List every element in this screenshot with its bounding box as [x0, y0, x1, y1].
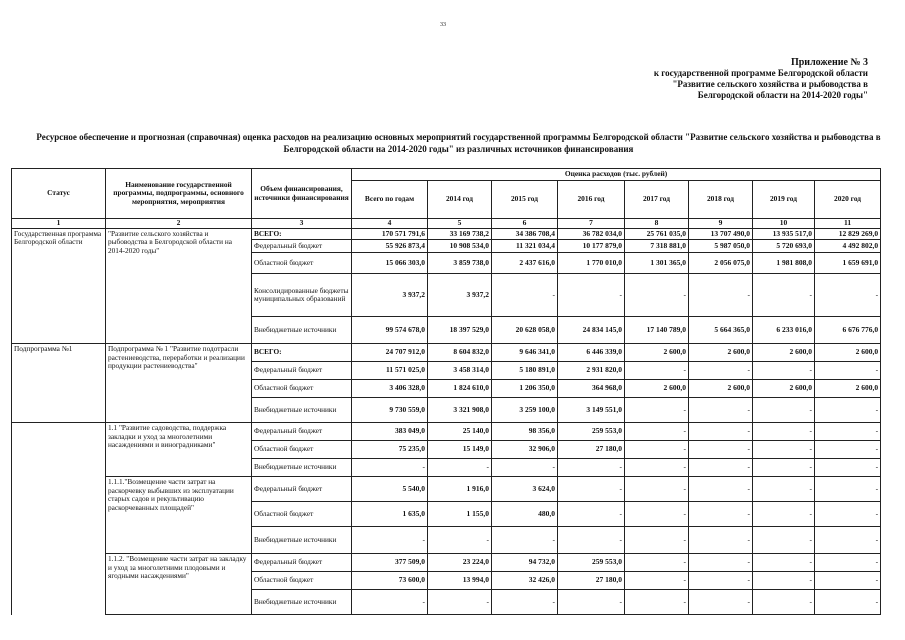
value-cell: 20 628 058,0 [492, 317, 558, 344]
value-cell: 2 600,0 [753, 344, 815, 362]
column-index-cell: 2 [106, 219, 252, 229]
value-cell: - [689, 459, 753, 477]
value-cell: - [689, 423, 753, 441]
value-cell: - [558, 459, 625, 477]
value-cell: - [753, 477, 815, 502]
value-cell: - [753, 554, 815, 572]
value-cell: 1 659 691,0 [815, 253, 881, 274]
appendix-line: "Развитие сельского хозяйства и рыбоводства в [672, 79, 868, 89]
value-cell: - [753, 459, 815, 477]
table-row [12, 344, 881, 362]
column-index-cell: 11 [815, 219, 881, 229]
value-cell: 12 829 269,0 [815, 228, 881, 240]
value-cell: 25 140,0 [428, 423, 492, 441]
column-index-cell: 5 [428, 219, 492, 229]
value-cell: - [492, 274, 558, 317]
value-cell: 7 318 881,0 [625, 240, 689, 253]
value-cell: - [815, 502, 881, 527]
appendix-line: Приложение № 3 [790, 57, 868, 68]
value-cell: 377 509,0 [352, 554, 428, 572]
value-cell: 2 600,0 [815, 344, 881, 362]
value-cell: 25 761 035,0 [625, 228, 689, 240]
value-cell: 2 931 820,0 [558, 362, 625, 380]
column-index-row [12, 219, 881, 229]
funding-source-cell: Внебюджетные источники [252, 590, 352, 615]
value-cell: 24 834 145,0 [558, 317, 625, 344]
value-cell: 27 180,0 [558, 572, 625, 590]
value-cell: 5 540,0 [352, 477, 428, 502]
value-cell: - [625, 572, 689, 590]
value-cell: 2 600,0 [689, 344, 753, 362]
value-cell: - [753, 362, 815, 380]
funding-source-cell: Консолидированные бюджеты муниципальных образований [252, 274, 352, 317]
value-cell: 1 206 350,0 [492, 380, 558, 398]
value-cell: 15 149,0 [428, 441, 492, 459]
value-cell: 2 056 075,0 [689, 253, 753, 274]
funding-source-cell: Областной бюджет [252, 380, 352, 398]
value-cell: 33 169 738,2 [428, 228, 492, 240]
value-cell: - [815, 423, 881, 441]
status-cell [12, 423, 106, 477]
header-year: 2017 год [625, 181, 689, 219]
column-index-cell: 4 [352, 219, 428, 229]
value-cell: 13 707 490,0 [689, 228, 753, 240]
value-cell: 2 600,0 [625, 380, 689, 398]
appendix-line: к государственной программе Белгородской области [653, 68, 868, 78]
column-index-cell: 7 [558, 219, 625, 229]
value-cell: - [689, 274, 753, 317]
value-cell: 11 321 034,4 [492, 240, 558, 253]
value-cell: - [753, 590, 815, 615]
header-estimate: Оценка расходов (тыс. рублей) [352, 169, 881, 181]
value-cell: 9 646 341,0 [492, 344, 558, 362]
value-cell: - [625, 398, 689, 423]
value-cell: 480,0 [492, 502, 558, 527]
header-name: Наименование государственной программы, подпрограммы, основного мероприятия, мероприятия [106, 169, 252, 219]
funding-source-cell: Федеральный бюджет [252, 554, 352, 572]
value-cell: - [625, 423, 689, 441]
table-row [12, 423, 881, 441]
value-cell: 6 676 776,0 [815, 317, 881, 344]
value-cell: 1 824 610,0 [428, 380, 492, 398]
value-cell: - [815, 572, 881, 590]
value-cell: 1 981 808,0 [753, 253, 815, 274]
column-index-cell: 6 [492, 219, 558, 229]
value-cell: - [428, 590, 492, 615]
value-cell: - [689, 554, 753, 572]
value-cell: 4 492 802,0 [815, 240, 881, 253]
value-cell: 18 397 529,0 [428, 317, 492, 344]
value-cell: 36 782 034,0 [558, 228, 625, 240]
program-name-cell: 1.1.2. "Возмещение части затрат на закладку и уход за многолетними плодовыми и ягодными насаждениями" [106, 554, 252, 615]
page-number: 33 [440, 22, 446, 28]
value-cell: - [558, 527, 625, 554]
value-cell: - [492, 590, 558, 615]
value-cell: - [625, 590, 689, 615]
value-cell: - [815, 459, 881, 477]
funding-source-cell: ВСЕГО: [252, 228, 352, 240]
value-cell: - [689, 590, 753, 615]
value-cell: 23 224,0 [428, 554, 492, 572]
value-cell: 6 233 016,0 [753, 317, 815, 344]
value-cell: 3 937,2 [428, 274, 492, 317]
value-cell: - [689, 441, 753, 459]
column-index-cell: 10 [753, 219, 815, 229]
value-cell: 364 968,0 [558, 380, 625, 398]
value-cell: 3 149 551,0 [558, 398, 625, 423]
value-cell: 1 916,0 [428, 477, 492, 502]
value-cell: - [689, 502, 753, 527]
value-cell: - [558, 274, 625, 317]
value-cell: - [625, 274, 689, 317]
header-year: 2015 год [492, 181, 558, 219]
value-cell: - [815, 362, 881, 380]
value-cell: - [689, 572, 753, 590]
value-cell: 10 908 534,0 [428, 240, 492, 253]
value-cell: 383 049,0 [352, 423, 428, 441]
status-cell [12, 554, 106, 615]
document-title: Ресурсное обеспечение и прогнозная (справочная) оценка расходов на реализацию основных мероприятий государственной программы Белгородской области "Развитие сельского хозяйства и рыбоводства в Белгородской области на 2014-2020 годы" из различных источников финансирования [36, 132, 881, 154]
funding-source-cell: Федеральный бюджет [252, 423, 352, 441]
column-index-cell: 3 [252, 219, 352, 229]
funding-source-cell: Федеральный бюджет [252, 362, 352, 380]
value-cell: - [352, 459, 428, 477]
resource-table [11, 168, 881, 615]
funding-source-cell: Внебюджетные источники [252, 317, 352, 344]
value-cell: - [428, 527, 492, 554]
program-name-cell: 1.1 "Развитие садоводства, поддержка закладки и уход за многолетними насаждениями и виноградниками" [106, 423, 252, 477]
value-cell: 1 770 010,0 [558, 253, 625, 274]
value-cell: 99 574 678,0 [352, 317, 428, 344]
value-cell: 3 406 328,0 [352, 380, 428, 398]
table-body [12, 228, 881, 615]
value-cell: 1 155,0 [428, 502, 492, 527]
value-cell: 13 994,0 [428, 572, 492, 590]
value-cell: - [625, 362, 689, 380]
value-cell: - [492, 459, 558, 477]
value-cell: - [625, 554, 689, 572]
funding-source-cell: Федеральный бюджет [252, 240, 352, 253]
funding-source-cell: Внебюджетные источники [252, 398, 352, 423]
value-cell: 259 553,0 [558, 554, 625, 572]
value-cell: 2 600,0 [815, 380, 881, 398]
funding-source-cell: Областной бюджет [252, 502, 352, 527]
value-cell: - [753, 398, 815, 423]
column-index-cell: 1 [12, 219, 106, 229]
column-index-cell: 9 [689, 219, 753, 229]
value-cell: 1 301 365,0 [625, 253, 689, 274]
status-cell: Подпрограмма №1 [12, 344, 106, 423]
value-cell: - [689, 398, 753, 423]
value-cell: 24 707 912,0 [352, 344, 428, 362]
value-cell: - [815, 527, 881, 554]
value-cell: - [625, 477, 689, 502]
value-cell: 2 437 616,0 [492, 253, 558, 274]
value-cell: 13 935 517,0 [753, 228, 815, 240]
value-cell: - [815, 590, 881, 615]
value-cell: - [625, 502, 689, 527]
value-cell: 75 235,0 [352, 441, 428, 459]
value-cell: 15 066 303,0 [352, 253, 428, 274]
table-row [12, 228, 881, 240]
value-cell: 5 987 050,0 [689, 240, 753, 253]
funding-source-cell: Внебюджетные источники [252, 527, 352, 554]
header-status: Статус [12, 169, 106, 219]
value-cell: - [558, 502, 625, 527]
value-cell: 32 426,0 [492, 572, 558, 590]
value-cell: 11 571 025,0 [352, 362, 428, 380]
table-row [12, 554, 881, 572]
header-volume: Объем финансирования, источники финансирования [252, 169, 352, 219]
value-cell: 32 906,0 [492, 441, 558, 459]
header-year: 2020 год [815, 181, 881, 219]
funding-source-cell: Областной бюджет [252, 253, 352, 274]
value-cell: 55 926 873,4 [352, 240, 428, 253]
value-cell: 5 720 693,0 [753, 240, 815, 253]
header-year: 2016 год [558, 181, 625, 219]
value-cell: - [689, 362, 753, 380]
value-cell: 259 553,0 [558, 423, 625, 441]
value-cell: - [625, 459, 689, 477]
value-cell: 9 730 559,0 [352, 398, 428, 423]
value-cell: 34 386 708,4 [492, 228, 558, 240]
header-total: Всего по годам [352, 181, 428, 219]
value-cell: - [625, 527, 689, 554]
value-cell: 1 635,0 [352, 502, 428, 527]
value-cell: 3 259 100,0 [492, 398, 558, 423]
value-cell: 2 600,0 [625, 344, 689, 362]
value-cell: 17 140 789,0 [625, 317, 689, 344]
value-cell: 5 180 891,0 [492, 362, 558, 380]
header-year: 2018 год [689, 181, 753, 219]
value-cell: - [492, 527, 558, 554]
value-cell: - [352, 590, 428, 615]
value-cell: - [753, 502, 815, 527]
value-cell: 2 600,0 [689, 380, 753, 398]
value-cell: - [815, 398, 881, 423]
value-cell: - [558, 590, 625, 615]
value-cell: 94 732,0 [492, 554, 558, 572]
appendix-line: Белгородской области на 2014-2020 годы" [697, 90, 868, 100]
program-name-cell: Подпрограмма № 1 "Развитие подотрасли растениеводства, переработки и реализации продукции растениеводства" [106, 344, 252, 423]
value-cell: 3 937,2 [352, 274, 428, 317]
value-cell: - [753, 423, 815, 441]
funding-source-cell: Областной бюджет [252, 572, 352, 590]
funding-source-cell: Областной бюджет [252, 441, 352, 459]
funding-source-cell: ВСЕГО: [252, 344, 352, 362]
value-cell: - [753, 572, 815, 590]
program-name-cell: "Развитие сельского хозяйства и рыбоводства в Белгородской области на 2014-2020 годы" [106, 228, 252, 344]
value-cell: - [815, 477, 881, 502]
value-cell: - [753, 274, 815, 317]
program-name-cell: 1.1.1."Возмещение части затрат на раскорчевку выбывших из эксплуатации старых садов и рекультивацию раскорчеванных площадей" [106, 477, 252, 554]
value-cell: 27 180,0 [558, 441, 625, 459]
value-cell: - [689, 527, 753, 554]
status-cell: Государственная программа Белгородской области [12, 228, 106, 344]
value-cell: 170 571 791,6 [352, 228, 428, 240]
appendix-caption [654, 57, 868, 101]
value-cell: 2 600,0 [753, 380, 815, 398]
funding-source-cell: Внебюджетные источники [252, 459, 352, 477]
value-cell: 73 600,0 [352, 572, 428, 590]
value-cell: 10 177 879,0 [558, 240, 625, 253]
header-year: 2019 год [753, 181, 815, 219]
value-cell: 6 446 339,0 [558, 344, 625, 362]
status-cell [12, 477, 106, 554]
value-cell: 3 458 314,0 [428, 362, 492, 380]
value-cell: 98 356,0 [492, 423, 558, 441]
value-cell: 3 859 738,0 [428, 253, 492, 274]
value-cell: 3 624,0 [492, 477, 558, 502]
value-cell: - [689, 477, 753, 502]
funding-source-cell: Федеральный бюджет [252, 477, 352, 502]
value-cell: - [753, 441, 815, 459]
value-cell: - [753, 527, 815, 554]
value-cell: - [352, 527, 428, 554]
value-cell: 8 604 832,0 [428, 344, 492, 362]
table-row [12, 477, 881, 502]
value-cell: - [428, 459, 492, 477]
value-cell: 3 321 908,0 [428, 398, 492, 423]
value-cell: - [558, 477, 625, 502]
value-cell: - [815, 554, 881, 572]
value-cell: - [815, 274, 881, 317]
value-cell: - [815, 441, 881, 459]
column-index-cell: 8 [625, 219, 689, 229]
value-cell: 5 664 365,0 [689, 317, 753, 344]
value-cell: - [625, 441, 689, 459]
header-year: 2014 год [428, 181, 492, 219]
